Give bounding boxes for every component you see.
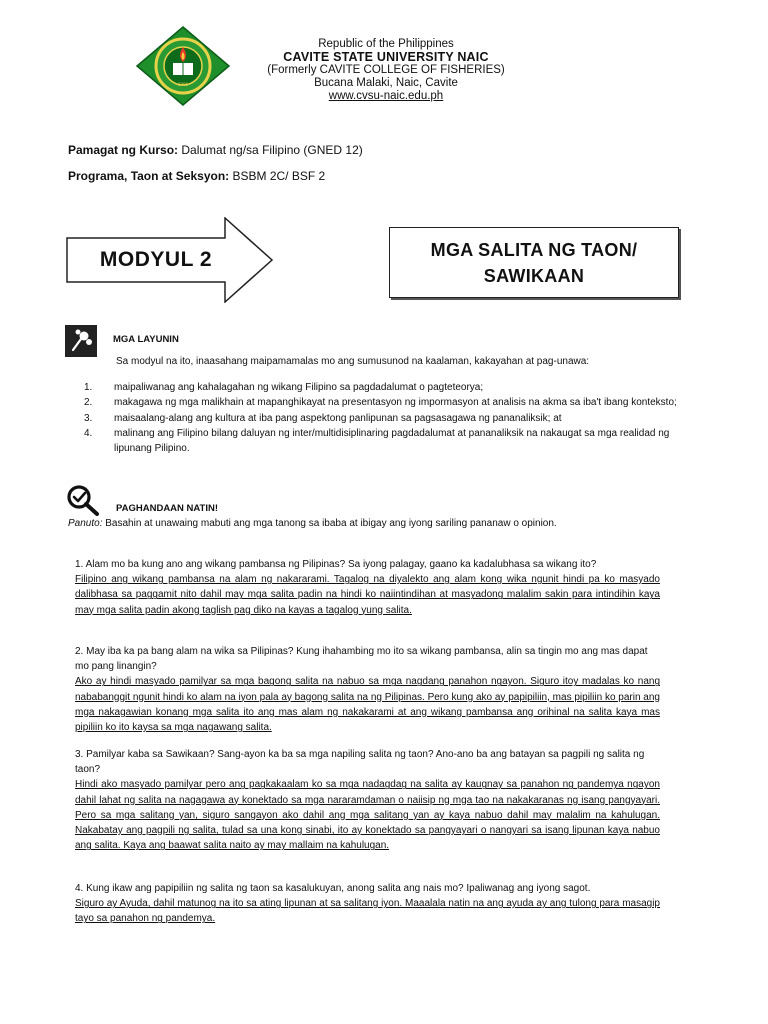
preparation-heading: PAGHANDAAN NATIN! [116,503,219,514]
question-block [75,644,660,735]
answer-text[interactable]: Hindi ako masyado pamilyar pero ang pagkakaalam ko sa mga nadagdag na salita ay kaugnay sa panahon ng pandemya ngayon dahil lahat ng salita na nagagawa ay konektado sa mga nararamdaman o naiisip ng mga tao na nakakaranas ng isang pangyayari. Pero sa mga salitang yan, siguro sangayon ako dahil ang mga salitang yan ay kaya nabuo dahil may malalim na kahulugan. Nakabatay ang pagpili ng salita, tulad sa una kong sinabi, ito ay konektado sa pangyayari o nangyari sa isang lipunan kaya nabuo ang salita. Kaya ang baawat salita naito ay may mallaim na kahulugan. [75,779,660,852]
answer-text[interactable]: Ako ay hindi masyado pamilyar sa mga bagong salita na nabuo sa mga nagdang panahon ngayon. Siguro itoy madalas ko nang nababanggit ngunit hindi ko alam na iyon pala ay bagong salita na ng Pilipinas. Pero kung ako ay papipiliin, mas pipiliin ko parin ang mga nakagawian konang mga salita ito ang mas alam ng nakakarami at ang wikang pambansa ang orihinal na salita kaya mas pipiliin ko ito kaysa sa mga nagawang salita. [75,676,660,734]
republic-line: Republic of the Philippines [318,38,454,50]
list-item: 2. makagawa ng mga malikhain at mapanghikayat na presentasyon ng impormasyon at analisis na akma sa iba't ibang konteksto; [84,397,677,409]
svg-text:1906: 1906 [177,82,189,87]
answer-text[interactable]: Siguro ay Ayuda, dahil matunog na ito sa ating lipunan at sa salitang iyon. Maaalala natin na ang ayuda ay ang tulong para masagip tayo sa panahon ng pandemya. [75,898,660,925]
course-title-line [68,143,363,157]
question-text: 4. Kung ikaw ang papipiliin ng salita ng taon sa kasalukuyan, anong salita ang nais mo? Ipaliwanag ang iyong sagot. [75,883,591,894]
address: Bucana Malaki, Naic, Cavite [314,77,458,89]
list-item: 1. maipaliwanag ang kahalagahan ng wikang Filipino sa pagdadalumat o pagteteorya; [84,382,484,393]
instructions-text: Basahin at unawaing mabuti ang mga tanong sa ibaba at ibigay ang iyong sariling pananaw o opinion. [105,518,557,529]
course-title-value: Dalumat ng/sa Filipino (GNED 12) [181,143,363,157]
former-name: (Formerly CAVITE COLLEGE OF FISHERIES) [267,64,505,76]
module-title [431,237,638,289]
list-item: 3. maisaalang-alang ang kultura at iba pang aspektong panlipunan sa pagsasagawa ng pananaliksik; at [84,412,562,424]
website-link[interactable]: www.cvsu-naic.edu.ph [328,90,444,102]
question-block [75,747,660,853]
program-label: Programa, Taon at Seksyon: [68,169,230,183]
list-item: 4. malinang ang Filipino bilang daluyan ng inter/multidisiplinaring pagdadalumat at pananaliksik na nakaugat sa mga realidad ng lipunang Pilipino. [84,427,670,455]
question-text: 3. Pamilyar kaba sa Sawikaan? Sang-ayon ka ba sa mga napiling salita ng taon? Ano-ano ba ang batayan sa pagpili ng salita ng taon? [75,749,645,776]
module-label: MODYUL 2 [99,248,213,271]
question-text: 1. Alam mo ba kung ano ang wikang pambansa ng Pilipinas? Sa iyong palagay, gaano ka kadalubhasa sa wikang ito? [75,559,597,570]
question-text: 2. May iba ka pa bang alam na wika sa Pilipinas? Kung ihahambing mo ito sa wikang pambansa, alin sa tingin mo ang mas dapat mo pang linangin? [75,646,648,673]
module-title-box [389,227,679,298]
objectives-list [84,380,684,456]
program-line [68,169,325,183]
university-name: CAVITE STATE UNIVERSITY NAIC [283,50,489,64]
program-value: BSBM 2C/ BSF 2 [232,169,326,183]
instructions [68,518,557,529]
module-title-line1: MGA SALITA NG TAON/ [430,239,638,260]
university-seal-icon [135,25,231,107]
course-title-label: Pamagat ng Kurso: [68,143,179,157]
question-block [75,881,660,927]
objectives-intro: Sa modyul na ito, inaasahang maipamamalas mo ang sumusunod na kaalaman, kakayahan at pag-unawa: [116,356,590,367]
objectives-icon [65,325,97,357]
university-info [236,38,536,103]
magnifier-check-icon [65,484,101,516]
question-block [75,557,660,618]
objectives-heading: MGA LAYUNIN [113,334,179,345]
instructions-label: Panuto: [68,518,103,529]
document-header [0,0,768,110]
module-title-line2: SAWIKAAN [483,265,585,286]
answer-text[interactable]: Filipino ang wikang pambansa na alam ng nakararami. Tagalog na diyalekto ang alam kong wika ngunit hindi pa ko masyado dalibhasa sa paggamit nito dahil may mga salita padin na hindi ko naiintindihan at masyadong malalim sakin para intindihin kaya may mga salita padin akong taglish pag diko na kayas a tagalog yung salita. [75,574,660,616]
